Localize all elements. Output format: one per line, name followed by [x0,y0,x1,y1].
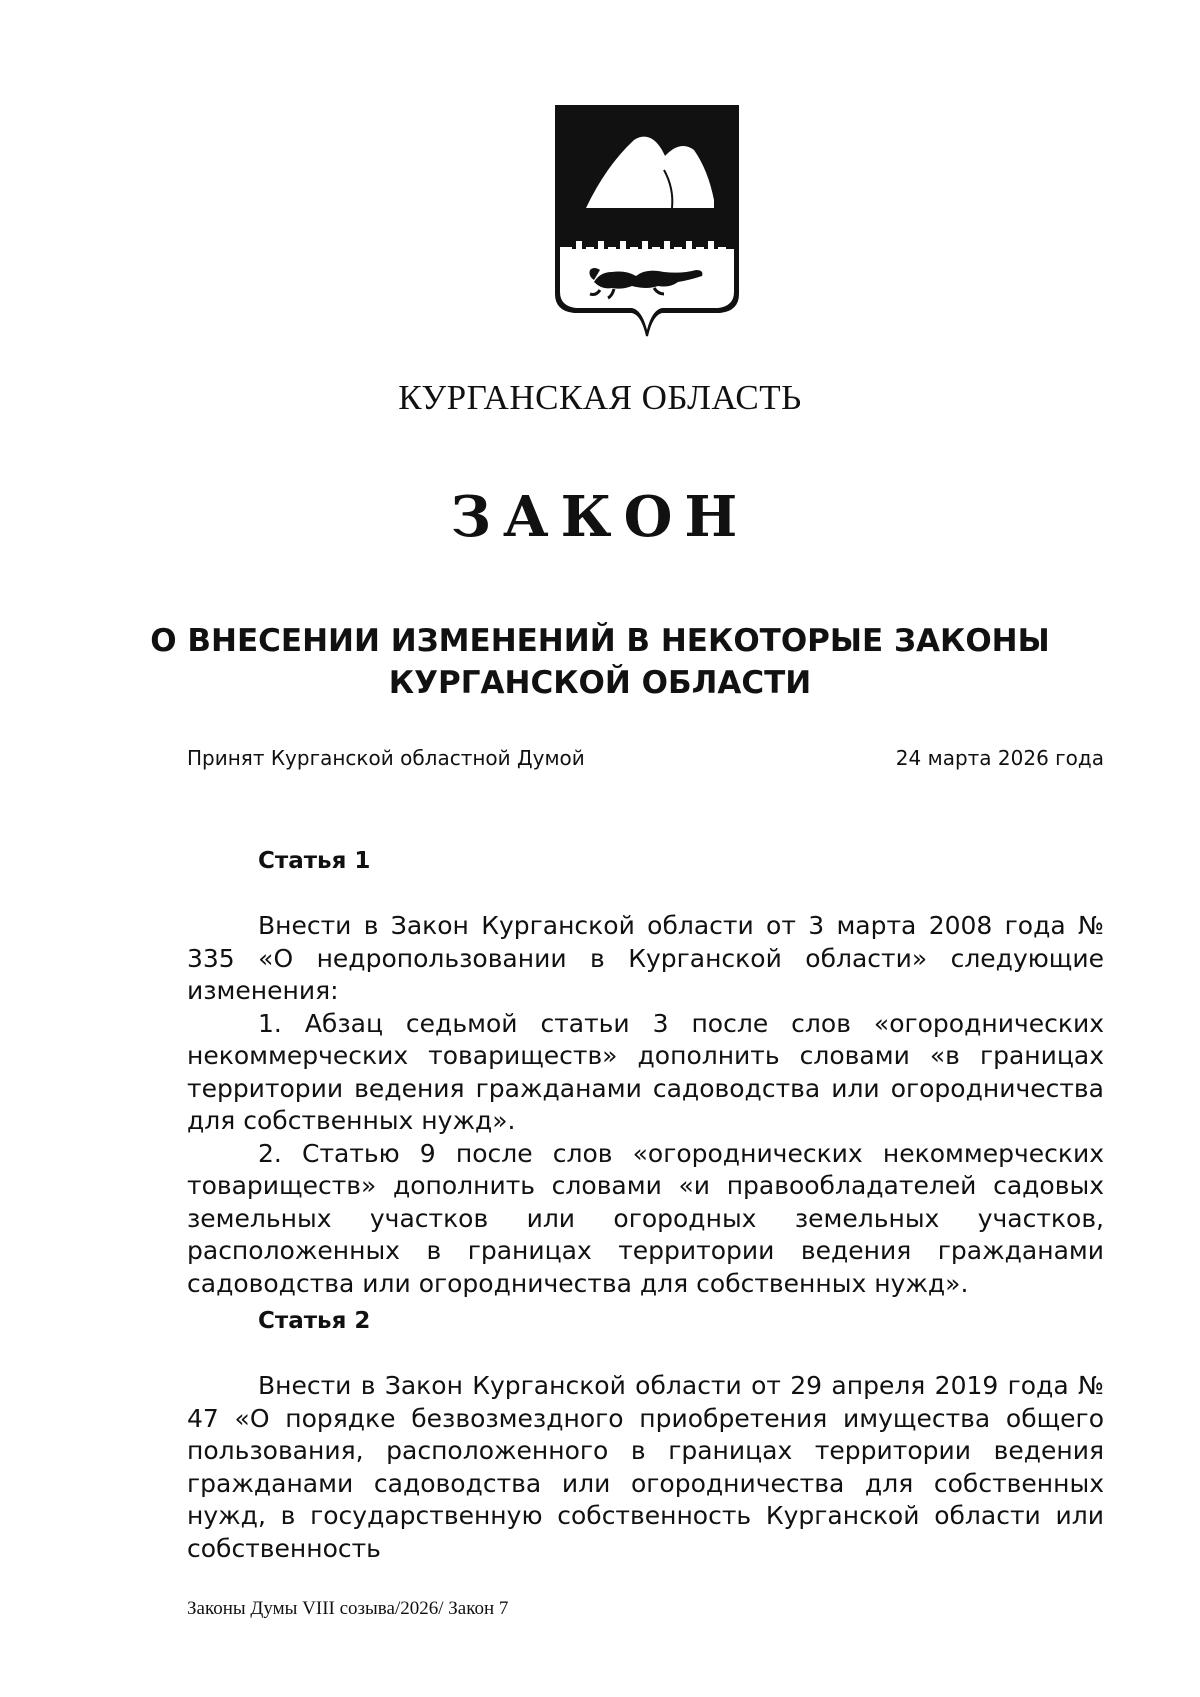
article-2-heading: Статья 2 [258,1308,371,1334]
coat-of-arms-icon [554,104,740,340]
adopted-by: Принят Курганской областной Думой [187,746,585,770]
article-1-heading: Статья 1 [258,848,371,874]
article-1-paragraph-3: 2. Статью 9 после слов «огороднических некоммерческих товариществ» дополнить словами «и правообладателей садовых земельных участков или огородных земельных участков, расположенных в границах территории ведения гражданами садоводства или огородничества для собственных нужд». [187,1138,1104,1298]
adoption-line [187,746,1104,770]
article-1-paragraph-1: Внести в Закон Курганской области от 3 марта 2008 года № 335 «О недропользовании в Курганской области» следующие изменения: [187,911,1104,1005]
law-title-line-1: О ВНЕСЕНИИ ИЗМЕНЕНИЙ В НЕКОТОРЫЕ ЗАКОНЫ [150,623,1050,659]
page-footer: Законы Думы VIII созыва/2026/ Закон 7 [187,1598,509,1619]
article-1-body [187,910,1104,1300]
law-title-line-2: КУРГАНСКОЙ ОБЛАСТИ [388,665,812,701]
document-type: ЗАКОН [450,484,750,550]
region-name: КУРГАНСКАЯ ОБЛАСТЬ [398,378,802,417]
law-title [0,620,1200,704]
article-1-paragraph-2: 1. Абзац седьмой статьи 3 после слов «огороднических некоммерческих товариществ» дополнить словами «в границах территории ведения гражданами садоводства или огородничества для собственных нужд». [187,1008,1104,1135]
adoption-date: 24 марта 2026 года [895,746,1104,770]
article-2-paragraph-1: Внести в Закон Курганской области от 29 апреля 2019 года № 47 «О порядке безвозмездного приобретения имущества общего пользования, расположенного в границах территории ведения гражданами садоводства или огородничества для собственных нужд, в государственную собственность Курганской области или собственность [187,1371,1104,1563]
article-2-body [187,1370,1104,1565]
